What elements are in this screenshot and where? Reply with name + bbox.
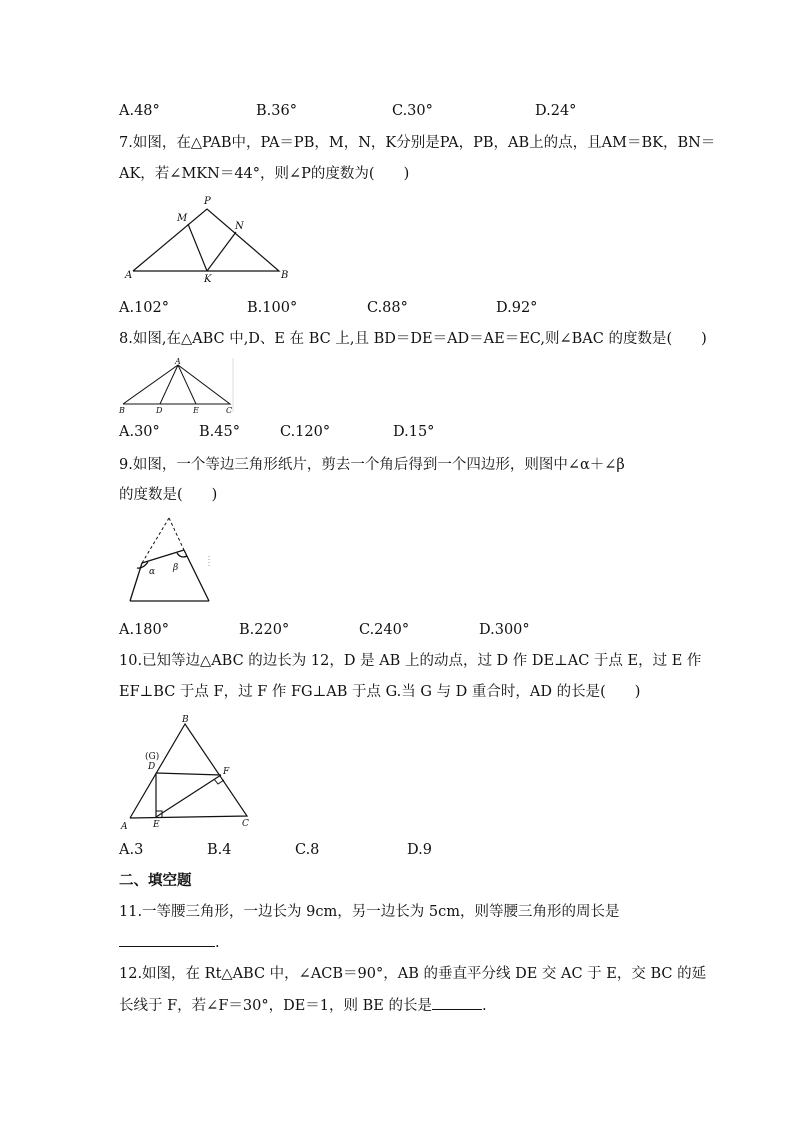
- q9-right-edge: [184, 550, 209, 601]
- q10-label-g: (G): [145, 752, 160, 762]
- section-title-fill-in: 二、填空题: [119, 873, 192, 889]
- q11-answer-blank[interactable]: [119, 932, 215, 947]
- q8-triangle-abc: [123, 365, 230, 404]
- q8-option-c: C.120°: [280, 424, 331, 440]
- q12-end-period: .: [481, 998, 487, 1014]
- q8-label-a: A: [175, 357, 181, 366]
- q10-label-d: D: [148, 762, 156, 772]
- q7-text-line1: 7.如图，在△PAB中，PA＝PB，M，N，K分别是PA，PB，AB上的点，且AM＝BK，BN＝: [119, 135, 716, 151]
- q8-option-a: A.30°: [119, 424, 160, 440]
- q6-option-a: A.48°: [119, 103, 160, 119]
- q9-text-line2: 的度数是( ): [119, 487, 218, 503]
- q7-label-p: P: [204, 196, 211, 207]
- q8-segment-ae: [178, 365, 196, 404]
- q12-answer-blank[interactable]: [432, 995, 482, 1010]
- q10-label-c: C: [242, 819, 249, 829]
- q9-option-b: B.220°: [239, 622, 290, 638]
- q8-option-d: D.15°: [393, 424, 435, 440]
- q10-text-line1: 10.已知等边△ABC 的边长为 12，D 是 AB 上的动点，过 D 作 DE⊥AC 于点 E，过 E 作: [119, 653, 702, 669]
- q7-text-line2: AK，若∠MKN＝44°，则∠P的度数为( ): [119, 166, 410, 182]
- q10-option-d: D.9: [407, 842, 432, 858]
- q7-option-b: B.100°: [247, 300, 298, 316]
- q8-label-d: D: [156, 406, 163, 415]
- q10-option-c: C.8: [295, 842, 320, 858]
- q11-answer-line: [119, 932, 220, 953]
- q9-left-edge: [130, 563, 142, 601]
- q7-label-n: N: [235, 221, 244, 232]
- q8-label-e: E: [193, 406, 199, 415]
- q10-label-f: F: [223, 767, 230, 777]
- q7-option-c: C.88°: [367, 300, 408, 316]
- q10-figure: [116, 710, 262, 834]
- q10-label-b: B: [182, 715, 189, 725]
- q10-label-e: E: [153, 820, 160, 830]
- q7-label-b: B: [281, 270, 289, 281]
- q6-option-d: D.24°: [535, 103, 577, 119]
- q9-option-c: C.240°: [359, 622, 410, 638]
- q10-text-line2: EF⊥BC 于点 F，过 F 作 FG⊥AB 于点 G.当 G 与 D 重合时，AD 的长是( ): [119, 684, 641, 700]
- q10-option-a: A.3: [119, 842, 144, 858]
- q12-text-line2-body: 长线于 F，若∠F＝30°，DE＝1，则 BE 的长是: [119, 998, 432, 1014]
- q7-label-k: K: [204, 274, 212, 285]
- q10-segment-fg: [156, 773, 221, 775]
- q7-option-a: A.102°: [119, 300, 170, 316]
- q7-segment-mk: [188, 224, 207, 271]
- q9-option-a: A.180°: [119, 622, 170, 638]
- q11-end-period: .: [215, 935, 220, 951]
- q7-label-m: M: [177, 213, 188, 224]
- q10-option-b: B.4: [207, 842, 232, 858]
- q12-text-line1: 12.如图，在 Rt△ABC 中，∠ACB＝90°，AB 的垂直平分线 DE 交 AC 于 E，交 BC 的延: [119, 966, 707, 982]
- q7-figure: [120, 190, 300, 290]
- q6-option-c: C.30°: [392, 103, 433, 119]
- q8-option-b: B.45°: [199, 424, 240, 440]
- q7-segment-kn: [207, 232, 236, 271]
- q9-dashed-right: [169, 518, 184, 550]
- q11-text-line1: 11.一等腰三角形，一边长为 9cm，另一边长为 5cm，则等腰三角形的周长是: [119, 904, 620, 920]
- q9-figure: [122, 514, 222, 610]
- q8-label-b: B: [119, 406, 125, 415]
- q8-label-c: C: [226, 406, 233, 415]
- q7-option-d: D.92°: [496, 300, 538, 316]
- q8-text-line1: 8.如图,在△ABC 中,D、E 在 BC 上,且 BD＝DE＝AD＝AE＝EC,则∠BAC 的度数是( ): [119, 331, 707, 347]
- q9-label-beta: β: [173, 563, 179, 573]
- q7-label-a: A: [125, 270, 133, 281]
- q7-triangle-pab: [133, 209, 279, 271]
- q10-segment-ef: [156, 775, 221, 817]
- q12-text-line2: [119, 995, 487, 1016]
- q9-text-line1: 9.如图，一个等边三角形纸片，剪去一个角后得到一个四边形，则图中∠α＋∠β: [119, 457, 625, 473]
- q6-option-b: B.36°: [256, 103, 297, 119]
- q10-label-a: A: [121, 822, 128, 832]
- q9-label-alpha: α: [149, 567, 156, 577]
- q9-option-d: D.300°: [479, 622, 530, 638]
- q8-figure: [116, 356, 240, 418]
